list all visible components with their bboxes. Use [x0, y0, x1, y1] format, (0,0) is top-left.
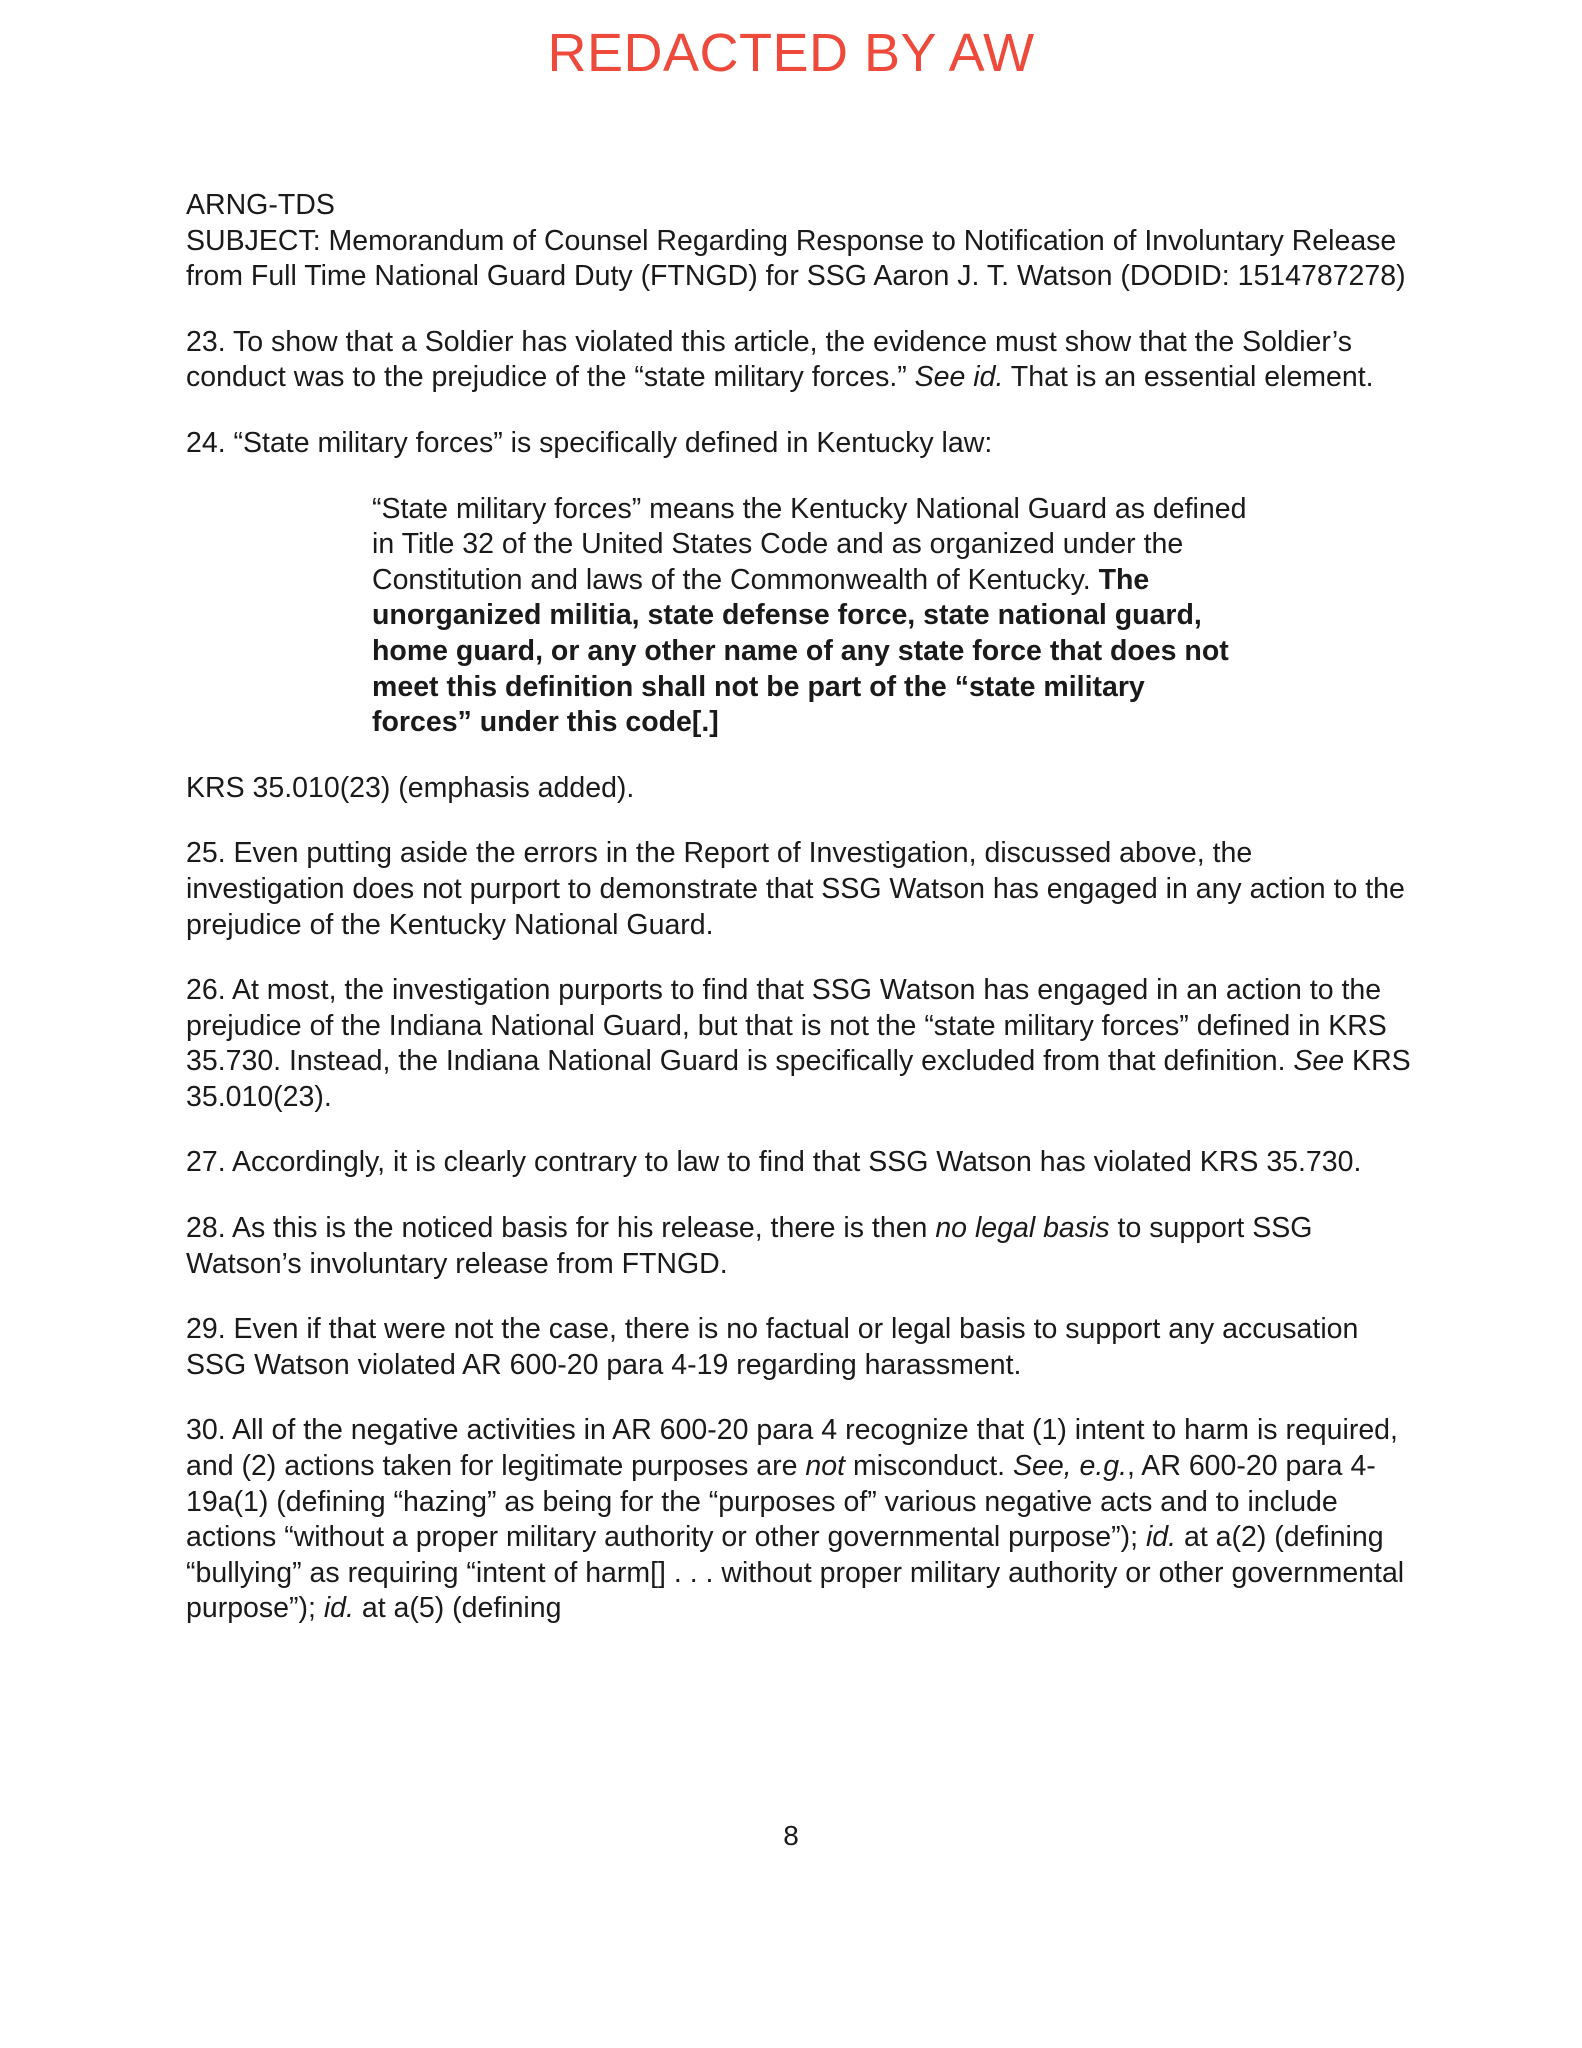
quote-text: “State military forces” means the Kentucky National Guard as defined in Title 32 of the United States Code and as organized under the Constitution and laws of the Commonwealth of Kentucky. [372, 492, 1247, 596]
paragraph-27 [186, 1145, 1416, 1181]
paragraph-28 [186, 1211, 1416, 1282]
paragraph-23 [186, 325, 1416, 396]
p26-text: 26. At most, the investigation purports to find that SSG Watson has engaged in an action to the prejudice of the Indiana National Guard, but that is not the “state military forces” defined in KRS 35.730. Instead, the Indiana National Guard is specifically excluded from that definition. [186, 974, 1387, 1078]
p30-text-4: at a(2) (defining “bullying” as requiring “intent of harm[] . . . without proper military authority or other governmental purpose”); [186, 1521, 1405, 1625]
p24-text: 24. “State military forces” is specifically defined in Kentucky law: [186, 426, 993, 459]
p30-id-1: id. [1145, 1521, 1177, 1554]
paragraph-24 [186, 426, 1416, 462]
p23-citation: See id. [914, 361, 1004, 394]
p23-text-end: That is an essential element. [1003, 361, 1374, 394]
paragraph-30 [186, 1413, 1416, 1627]
document-body [186, 188, 1416, 1657]
quote-emphasis: The unorganized militia, state defense force, state national guard, home guard, or any other name of any state force that does not meet this definition shall not be part of the “state military forces” under this code[.] [372, 563, 1229, 739]
p30-text-5: at a(5) (defining [353, 1592, 562, 1625]
redacted-watermark: REDACTED BY AW [547, 23, 1035, 83]
p28-text-end: to support SSG Watson’s involuntary release from FTNGD. [186, 1212, 1313, 1280]
office-symbol: ARNG-TDS [186, 189, 335, 221]
p30-signal: See, e.g. [1012, 1450, 1128, 1483]
p27-text: 27. Accordingly, it is clearly contrary to law to find that SSG Watson has violated KRS 35.730. [186, 1146, 1362, 1179]
paragraph-26 [186, 973, 1416, 1115]
block-quote [186, 492, 1252, 741]
p30-id-2: id. [323, 1592, 354, 1625]
p30-emphasis-not: not [805, 1450, 846, 1483]
p30-text: 30. All of the negative activities in AR 600-20 para 4 recognize that (1) intent to harm is required, and (2) actions taken for legitimate purposes are [186, 1414, 1398, 1483]
p28-text: 28. As this is the noticed basis for his release, there is then [186, 1212, 936, 1245]
p30-text-3: , AR 600-20 para 4-19a(1) (defining “hazing” as being for the “purposes of” various negative acts and to include actions “without a proper military authority or other governmental purpose”); [186, 1450, 1376, 1554]
p26-signal: See [1293, 1045, 1345, 1078]
p30-text-2: misconduct. [845, 1450, 1013, 1483]
paragraph-25 [186, 836, 1416, 943]
p25-text: 25. Even putting aside the errors in the Report of Investigation, discussed above, the investigation does not purport to demonstrate that SSG Watson has engaged in any action to the prejudice of the Kentucky National Guard. [186, 837, 1405, 941]
subject-line: SUBJECT: Memorandum of Counsel Regarding Response to Notification of Involuntary Release from Full Time National Guard Duty (FTNGD) for SSG Aaron J. T. Watson (DODID: 1514787278) [186, 224, 1406, 293]
citation-text: KRS 35.010(23) (emphasis added). [186, 771, 635, 804]
memo-header [186, 188, 1416, 295]
statute-citation [186, 771, 1416, 807]
p23-text: 23. To show that a Soldier has violated this article, the evidence must show that the Soldier’s conduct was to the prejudice of the “state military forces.” [186, 325, 1352, 394]
p29-text: 29. Even if that were not the case, there is no factual or legal basis to support any accusation SSG Watson violated AR 600-20 para 4-19 regarding harassment. [186, 1313, 1359, 1381]
p26-text-end: KRS 35.010(23). [186, 1045, 1411, 1113]
paragraph-29 [186, 1312, 1416, 1383]
p28-emphasis: no legal basis [935, 1212, 1110, 1245]
page-number: 8 [783, 1820, 799, 1851]
